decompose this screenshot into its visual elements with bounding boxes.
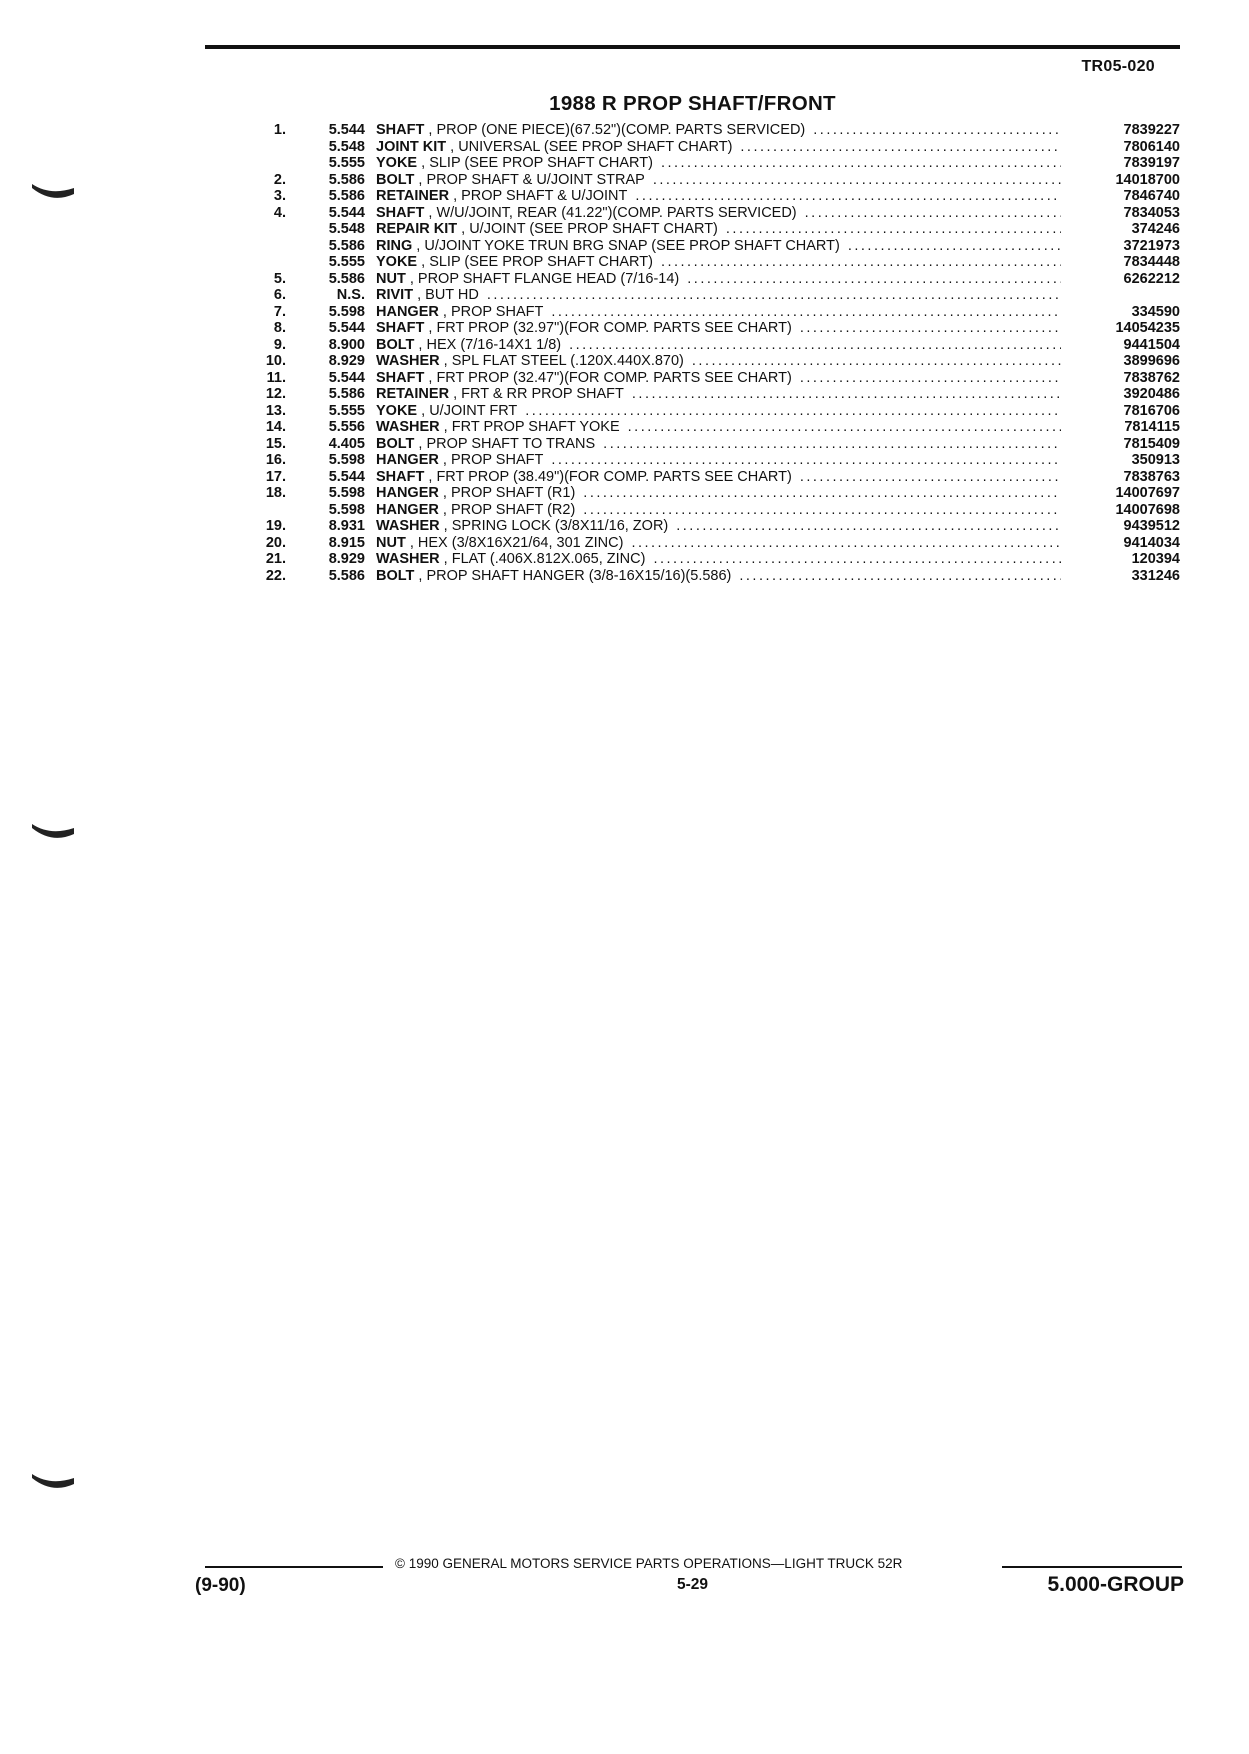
part-row xyxy=(240,551,1180,568)
part-row xyxy=(240,238,1180,255)
item-number: 13. xyxy=(265,402,286,419)
part-detail: FRT PROP SHAFT YOKE xyxy=(451,419,620,435)
part-description: SHAFT , W/U/JOINT, REAR (41.22")(COMP. PARTS SERVICED) ..... xyxy=(376,205,1067,222)
part-description: YOKE , SLIP (SEE PROP SHAFT CHART) ..... xyxy=(376,254,1067,271)
group-number: 8.929 xyxy=(328,353,365,369)
part-description: NUT , HEX (3/8X16X21/64, 301 ZINC) ..... xyxy=(376,535,1067,552)
group-number: 5.544 xyxy=(328,204,365,221)
part-name: HANGER xyxy=(376,485,439,501)
part-number: 7838762 xyxy=(1123,369,1180,386)
dot-leader xyxy=(583,502,1061,519)
part-detail: PROP SHAFT xyxy=(450,452,544,468)
part-name: SHAFT xyxy=(376,320,425,336)
part-name: RING xyxy=(376,237,413,254)
item-number: 3. xyxy=(273,188,286,204)
dot-leader xyxy=(653,172,1061,189)
part-row xyxy=(240,502,1180,519)
part-row xyxy=(240,568,1180,585)
part-name: SHAFT xyxy=(376,204,425,221)
part-detail: UNIVERSAL (SEE PROP SHAFT CHART) xyxy=(458,138,733,155)
part-detail: U/JOINT FRT xyxy=(429,402,518,419)
group-number: 5.555 xyxy=(328,155,365,171)
part-number: 14007698 xyxy=(1115,501,1180,518)
group-number: 5.586 xyxy=(328,386,365,402)
part-number: 3721973 xyxy=(1123,237,1180,254)
item-number: 17. xyxy=(265,468,286,485)
part-description: SHAFT , PROP (ONE PIECE)(67.52")(COMP. PARTS SERVICED) ..... xyxy=(376,122,1067,139)
part-number: 7839227 xyxy=(1123,122,1180,138)
part-name: YOKE xyxy=(376,155,418,171)
part-row xyxy=(240,535,1180,552)
dot-leader xyxy=(583,485,1061,502)
part-number: 7834448 xyxy=(1123,254,1180,270)
group-number: 5.555 xyxy=(328,402,365,419)
footer-rule-right xyxy=(1002,1566,1182,1568)
part-name: YOKE xyxy=(376,402,418,419)
part-detail: SLIP (SEE PROP SHAFT CHART) xyxy=(429,254,653,270)
item-number: 8. xyxy=(273,320,286,336)
part-number: 7839197 xyxy=(1123,155,1180,171)
part-row xyxy=(240,370,1180,387)
dot-leader xyxy=(687,271,1061,288)
dot-leader xyxy=(661,254,1061,271)
part-row xyxy=(240,205,1180,222)
item-number: 5. xyxy=(273,270,286,287)
copyright-notice: © 1990 GENERAL MOTORS SERVICE PARTS OPERATIONS—LIGHT TRUCK 52R xyxy=(395,1556,903,1571)
punch-hole-mark xyxy=(30,818,76,844)
part-description: HANGER , PROP SHAFT ..... xyxy=(376,452,1067,469)
part-detail: PROP SHAFT TO TRANS xyxy=(426,435,596,452)
part-description: JOINT KIT , UNIVERSAL (SEE PROP SHAFT CHART) ..... xyxy=(376,139,1067,156)
part-description: SHAFT , FRT PROP (32.97")(FOR COMP. PARTS SEE CHART) ..... xyxy=(376,320,1067,337)
part-number: 3899696 xyxy=(1123,353,1180,369)
part-name: HANGER xyxy=(376,303,439,320)
part-detail: SPRING LOCK (3/8X11/16, ZOR) xyxy=(451,518,669,534)
part-row xyxy=(240,172,1180,189)
group-number: 5.548 xyxy=(328,138,365,155)
item-number: 6. xyxy=(273,287,286,303)
part-description: RETAINER , PROP SHAFT & U/JOINT ..... xyxy=(376,188,1067,205)
group-number: 8.929 xyxy=(328,551,365,567)
dot-leader xyxy=(813,122,1061,139)
part-name: HANGER xyxy=(376,452,439,468)
part-name: WASHER xyxy=(376,419,440,435)
part-row xyxy=(240,353,1180,370)
dot-leader xyxy=(569,337,1061,354)
group-number: 5.586 xyxy=(328,237,365,254)
part-name: RETAINER xyxy=(376,386,450,402)
part-name: HANGER xyxy=(376,501,439,518)
parts-list xyxy=(240,122,1180,584)
part-name: REPAIR KIT xyxy=(376,221,458,237)
dot-leader xyxy=(800,469,1061,486)
part-number: 3920486 xyxy=(1123,386,1180,402)
item-number: 15. xyxy=(265,435,286,452)
dot-leader xyxy=(692,353,1061,370)
part-description: WASHER , SPL FLAT STEEL (.120X.440X.870) ..... xyxy=(376,353,1067,370)
part-description: HANGER , PROP SHAFT (R1) ..... xyxy=(376,485,1067,502)
group-number: 5.598 xyxy=(328,501,365,518)
part-name: SHAFT xyxy=(376,468,425,485)
part-number: 7814115 xyxy=(1124,419,1180,435)
punch-hole-mark xyxy=(30,1468,76,1494)
group-number: 5.544 xyxy=(328,122,365,138)
part-name: NUT xyxy=(376,534,406,551)
part-number: 9439512 xyxy=(1123,518,1180,534)
item-number: 7. xyxy=(273,303,286,320)
part-detail: FRT PROP (32.47")(FOR COMP. PARTS SEE CHART) xyxy=(436,369,792,386)
item-number: 22. xyxy=(265,567,286,584)
part-row xyxy=(240,436,1180,453)
page-number: 5-29 xyxy=(676,1576,709,1593)
part-row xyxy=(240,337,1180,354)
item-number: 11. xyxy=(266,369,286,386)
part-detail: PROP SHAFT & U/JOINT xyxy=(461,188,628,204)
part-detail: SLIP (SEE PROP SHAFT CHART) xyxy=(429,155,653,171)
header-rule xyxy=(205,45,1180,49)
dot-leader xyxy=(676,518,1061,535)
group-number: 5.555 xyxy=(328,254,365,270)
part-detail: FRT & RR PROP SHAFT xyxy=(461,386,624,402)
group-label: 5.000-GROUP xyxy=(1047,1573,1184,1596)
part-row xyxy=(240,139,1180,156)
footer-rule-left xyxy=(205,1566,383,1568)
part-number: 331246 xyxy=(1131,567,1180,584)
dot-leader xyxy=(628,419,1061,436)
part-name: WASHER xyxy=(376,551,440,567)
dot-leader xyxy=(632,386,1061,403)
group-number: 5.598 xyxy=(328,452,365,468)
part-name: JOINT KIT xyxy=(376,138,447,155)
item-number: 2. xyxy=(273,171,286,188)
part-description: HANGER , PROP SHAFT ..... xyxy=(376,304,1067,321)
dot-leader xyxy=(661,155,1061,172)
group-number: 5.556 xyxy=(328,419,365,435)
part-number: 14018700 xyxy=(1115,171,1180,188)
part-row xyxy=(240,287,1180,304)
dot-leader xyxy=(603,436,1061,453)
dot-leader xyxy=(525,403,1061,420)
part-description: SHAFT , FRT PROP (38.49")(FOR COMP. PARTS SEE CHART) ..... xyxy=(376,469,1067,486)
group-number: 5.544 xyxy=(328,320,365,336)
part-number: 350913 xyxy=(1131,452,1180,468)
part-description: HANGER , PROP SHAFT (R2) ..... xyxy=(376,502,1067,519)
part-description: BOLT , HEX (7/16-14X1 1/8) ..... xyxy=(376,337,1067,354)
item-number: 12. xyxy=(265,386,286,402)
part-description: BOLT , PROP SHAFT & U/JOINT STRAP ..... xyxy=(376,172,1067,189)
group-number: 5.544 xyxy=(328,369,365,386)
part-description: RETAINER , FRT & RR PROP SHAFT ..... xyxy=(376,386,1067,403)
part-row xyxy=(240,403,1180,420)
item-number: 18. xyxy=(265,485,286,501)
group-number: N.S. xyxy=(336,287,365,303)
part-detail: HEX (7/16-14X1 1/8) xyxy=(426,336,562,353)
part-description: REPAIR KIT , U/JOINT (SEE PROP SHAFT CHART) ..... xyxy=(376,221,1067,238)
revision-date: (9-90) xyxy=(195,1575,246,1596)
part-number: 120394 xyxy=(1131,551,1180,567)
item-number: 9. xyxy=(273,336,286,353)
part-detail: BUT HD xyxy=(425,287,479,303)
group-number: 5.586 xyxy=(328,171,365,188)
dot-leader xyxy=(740,139,1061,156)
dot-leader xyxy=(635,188,1061,205)
part-number: 9414034 xyxy=(1123,534,1180,551)
punch-hole-mark xyxy=(30,178,76,204)
dot-leader xyxy=(631,535,1061,552)
part-name: RETAINER xyxy=(376,188,450,204)
group-number: 5.586 xyxy=(328,188,365,204)
part-row xyxy=(240,122,1180,139)
part-description: RIVIT , BUT HD ..... xyxy=(376,287,1067,304)
part-number: 14007697 xyxy=(1115,485,1180,501)
part-row xyxy=(240,518,1180,535)
part-name: YOKE xyxy=(376,254,418,270)
group-number: 5.598 xyxy=(328,485,365,501)
part-detail: PROP (ONE PIECE)(67.52")(COMP. PARTS SERVICED) xyxy=(436,122,806,138)
dot-leader xyxy=(805,205,1061,222)
part-row xyxy=(240,320,1180,337)
part-detail: PROP SHAFT xyxy=(450,303,544,320)
part-detail: FRT PROP (32.97")(FOR COMP. PARTS SEE CHART) xyxy=(436,320,792,336)
group-number: 5.586 xyxy=(328,270,365,287)
item-number: 14. xyxy=(265,419,286,435)
part-detail: U/JOINT YOKE TRUN BRG SNAP (SEE PROP SHAFT CHART) xyxy=(424,237,840,254)
group-number: 5.598 xyxy=(328,303,365,320)
part-detail: W/U/JOINT, REAR (41.22")(COMP. PARTS SERVICED) xyxy=(436,204,797,221)
part-detail: PROP SHAFT (R2) xyxy=(450,501,576,518)
part-number: 7806140 xyxy=(1123,138,1180,155)
part-detail: U/JOINT (SEE PROP SHAFT CHART) xyxy=(469,221,718,237)
part-name: RIVIT xyxy=(376,287,414,303)
part-number: 9441504 xyxy=(1123,336,1180,353)
group-number: 5.586 xyxy=(328,567,365,584)
group-number: 8.900 xyxy=(328,336,365,353)
dot-leader xyxy=(800,320,1061,337)
dot-leader xyxy=(551,304,1061,321)
dot-leader xyxy=(739,568,1061,585)
part-description: YOKE , U/JOINT FRT ..... xyxy=(376,403,1067,420)
part-number: 7846740 xyxy=(1123,188,1180,204)
part-description: WASHER , FLAT (.406X.812X.065, ZINC) ..... xyxy=(376,551,1067,568)
part-name: NUT xyxy=(376,270,406,287)
part-detail: HEX (3/8X16X21/64, 301 ZINC) xyxy=(417,534,624,551)
group-number: 4.405 xyxy=(328,435,365,452)
part-detail: FRT PROP (38.49")(FOR COMP. PARTS SEE CHART) xyxy=(436,468,792,485)
part-row xyxy=(240,485,1180,502)
item-number: 16. xyxy=(265,452,286,468)
part-number: 7815409 xyxy=(1123,435,1180,452)
part-row xyxy=(240,188,1180,205)
part-row xyxy=(240,304,1180,321)
part-detail: PROP SHAFT FLANGE HEAD (7/16-14) xyxy=(417,270,680,287)
part-name: BOLT xyxy=(376,567,415,584)
part-description: BOLT , PROP SHAFT HANGER (3/8-16X15/16)(5.586) ..... xyxy=(376,568,1067,585)
page-title: 1988 R PROP SHAFT/FRONT xyxy=(549,92,836,115)
item-number: 19. xyxy=(265,518,286,534)
part-name: BOLT xyxy=(376,171,415,188)
item-number: 21. xyxy=(265,551,286,567)
part-description: SHAFT , FRT PROP (32.47")(FOR COMP. PARTS SEE CHART) ..... xyxy=(376,370,1067,387)
part-row xyxy=(240,469,1180,486)
dot-leader xyxy=(551,452,1061,469)
dot-leader xyxy=(848,238,1061,255)
part-row xyxy=(240,271,1180,288)
part-row xyxy=(240,155,1180,172)
dot-leader xyxy=(653,551,1061,568)
part-number: 7816706 xyxy=(1123,402,1180,419)
item-number: 20. xyxy=(265,534,286,551)
part-name: WASHER xyxy=(376,518,440,534)
part-row xyxy=(240,221,1180,238)
group-number: 5.544 xyxy=(328,468,365,485)
part-row xyxy=(240,419,1180,436)
group-number: 8.915 xyxy=(328,534,365,551)
part-description: BOLT , PROP SHAFT TO TRANS ..... xyxy=(376,436,1067,453)
part-detail: FLAT (.406X.812X.065, ZINC) xyxy=(451,551,646,567)
part-detail: PROP SHAFT & U/JOINT STRAP xyxy=(426,171,645,188)
part-name: BOLT xyxy=(376,336,415,353)
part-row xyxy=(240,254,1180,271)
item-number: 10. xyxy=(265,353,286,369)
part-number: 7838763 xyxy=(1123,468,1180,485)
part-number: 6262212 xyxy=(1123,270,1180,287)
part-description: YOKE , SLIP (SEE PROP SHAFT CHART) ..... xyxy=(376,155,1067,172)
group-number: 5.548 xyxy=(328,221,365,237)
document-code: TR05-020 xyxy=(1081,58,1155,75)
part-name: BOLT xyxy=(376,435,415,452)
part-row xyxy=(240,386,1180,403)
part-description: WASHER , FRT PROP SHAFT YOKE ..... xyxy=(376,419,1067,436)
part-detail: PROP SHAFT HANGER (3/8-16X15/16)(5.586) xyxy=(426,567,732,584)
part-name: WASHER xyxy=(376,353,440,369)
dot-leader xyxy=(487,287,1061,304)
part-row xyxy=(240,452,1180,469)
part-number: 14054235 xyxy=(1115,320,1180,336)
dot-leader xyxy=(800,370,1061,387)
part-name: SHAFT xyxy=(376,122,425,138)
part-description: RING , U/JOINT YOKE TRUN BRG SNAP (SEE PROP SHAFT CHART) ..... xyxy=(376,238,1067,255)
group-number: 8.931 xyxy=(328,518,365,534)
part-detail: SPL FLAT STEEL (.120X.440X.870) xyxy=(451,353,684,369)
part-number: 374246 xyxy=(1131,221,1180,237)
part-number: 334590 xyxy=(1131,303,1180,320)
part-detail: PROP SHAFT (R1) xyxy=(450,485,576,501)
part-name: SHAFT xyxy=(376,369,425,386)
item-number: 1. xyxy=(273,122,286,138)
dot-leader xyxy=(726,221,1061,238)
part-description: NUT , PROP SHAFT FLANGE HEAD (7/16-14) ..... xyxy=(376,271,1067,288)
part-number: 7834053 xyxy=(1123,204,1180,221)
part-description: WASHER , SPRING LOCK (3/8X11/16, ZOR) ..... xyxy=(376,518,1067,535)
item-number: 4. xyxy=(273,204,286,221)
